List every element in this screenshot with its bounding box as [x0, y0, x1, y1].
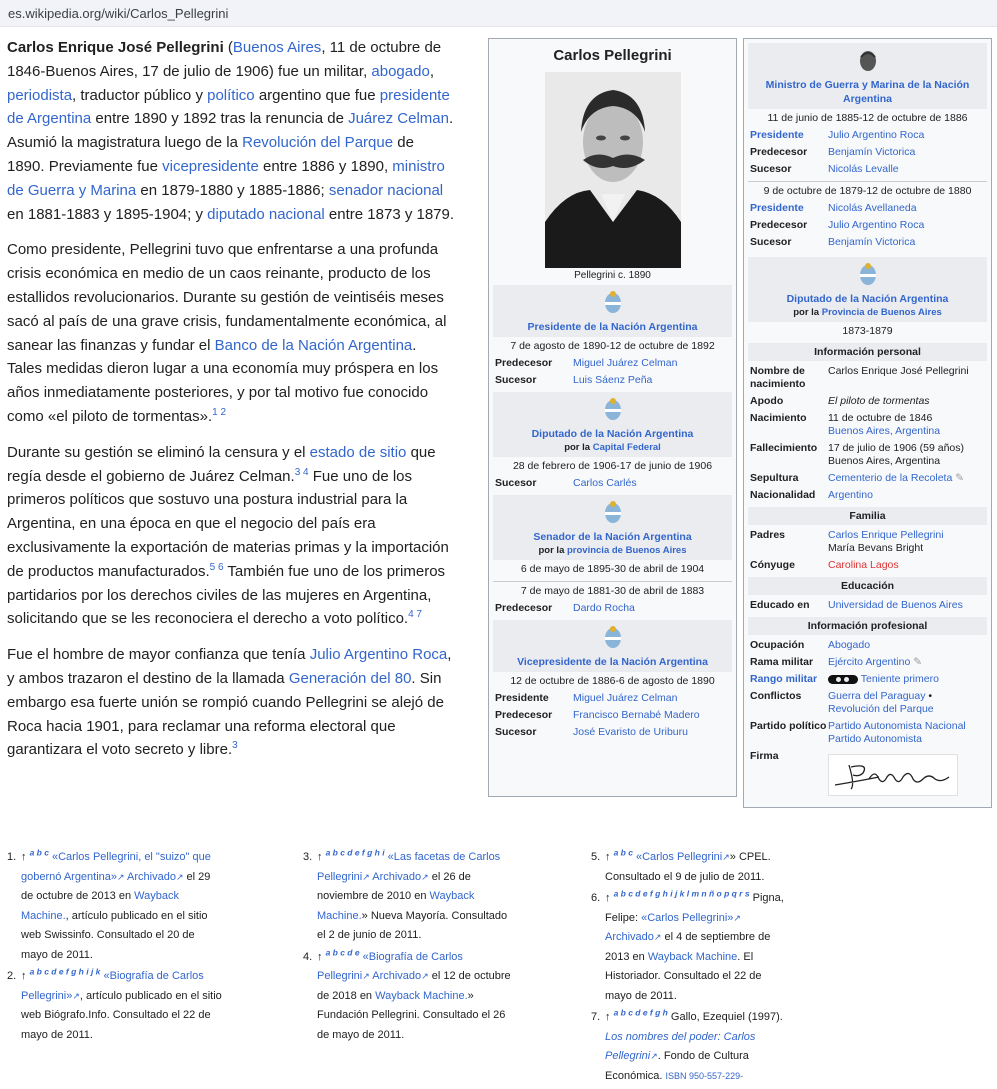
infobox-row [744, 144, 991, 161]
link-senador[interactable]: senador nacional [328, 181, 444, 199]
backlinks[interactable]: a b c [29, 847, 49, 858]
ref-link[interactable]: «Carlos Pellegrini» [641, 911, 734, 924]
backlinks[interactable]: a b c d e f g h i j k l m n ñ o p q r s [613, 888, 750, 899]
row-key: Predecesor [495, 602, 553, 614]
row-firma: Firma [744, 748, 991, 802]
external-link-icon: ↗ [653, 932, 662, 942]
row-value-link[interactable]: Julio Argentino Roca [828, 219, 925, 231]
office-dates: 12 de octubre de 1886-6 de agosto de 1890 [510, 675, 715, 687]
link-buenos-aires[interactable]: Buenos Aires [232, 39, 322, 56]
address-bar[interactable] [0, 0, 997, 27]
link-provincia[interactable]: Provincia de Buenos Aires [821, 307, 942, 318]
ref-link[interactable]: «Biografía de Carlos Pellegrini [317, 950, 463, 982]
office-title[interactable]: Senador de la Nación Argentina [533, 531, 692, 543]
office-block [493, 285, 732, 337]
coat-of-arms-icon [603, 396, 623, 422]
office-dates: 7 de agosto de 1890-12 de octubre de 1892 [510, 340, 715, 352]
portrait-image[interactable] [545, 72, 681, 268]
term1-rows [744, 127, 991, 178]
reference-item: 4. ↑ $^{a b c d e}$ «Biografía de Carlos Pellegrini↗ Archivado↗ el 12 de octubre de 2018 en Wayback Machine.» Fundación Pellegrini. Consultado el 26 de mayo de 2011. [303, 946, 511, 1041]
link-guerra-paraguay[interactable]: Guerra del Paraguay [828, 690, 926, 702]
infobox-row [744, 127, 991, 144]
external-link-icon: ↗ [650, 1051, 658, 1061]
office-diputado [748, 257, 987, 322]
infobox-secondary [743, 38, 992, 808]
row-value-link[interactable]: José Evaristo de Uriburu [573, 726, 688, 738]
references-col-2 [303, 848, 518, 1047]
row-conyuge: Cónyuge Carolina Lagos [744, 557, 991, 574]
ref-link[interactable]: «Biografía de Carlos Pellegrini» [21, 970, 204, 1002]
edit-pencil-icon[interactable]: ✎ [955, 472, 965, 484]
link-universidad[interactable]: Universidad de Buenos Aires [828, 599, 963, 611]
row-key[interactable]: Predecesor [750, 146, 808, 158]
row-apodo: Apodo El piloto de tormentas [750, 395, 930, 407]
row-value-link[interactable]: Julio Argentino Roca [828, 129, 925, 141]
coat-of-arms-icon [858, 261, 878, 287]
row-value-link[interactable]: Luis Sáenz Peña [573, 374, 653, 386]
link-conyuge[interactable]: Carolina Lagos [828, 559, 899, 571]
link-abogado[interactable]: abogado [371, 62, 430, 80]
row-value-link[interactable]: Benjamín Victorica [828, 236, 916, 248]
link-cementerio[interactable]: Cementerio de la Recoleta [828, 472, 953, 484]
row-key: Sucesor [495, 374, 537, 386]
infobox-title: Carlos Pellegrini [553, 47, 672, 64]
external-link-icon: ↗ [733, 912, 741, 923]
office-subtitle-link[interactable]: provincia de Buenos Aires [567, 545, 687, 556]
infobox-row [744, 200, 991, 217]
row-key[interactable]: Sucesor [750, 163, 792, 175]
row-value-link[interactable]: Francisco Bernabé Madero [573, 709, 700, 721]
ref-marks[interactable]: 5 6 [209, 561, 224, 573]
link-abogado[interactable]: Abogado [828, 639, 871, 651]
row-key: Presidente [495, 692, 549, 704]
row-value-link[interactable]: Dardo Rocha [573, 602, 635, 614]
link-ejercito[interactable]: Ejército Argentino [828, 656, 911, 668]
reference-item: 7. ↑ $^{a b c d e f g h}$ Gallo, Ezequiel (1997). Los nombres del poder: Carlos Pellegrini↗. Fondo de Cultura Económica. ISBN 950-557-229- [591, 1007, 783, 1082]
edit-pencil-icon[interactable]: ✎ [913, 656, 923, 668]
external-link-icon: ↗ [421, 971, 429, 981]
row-key[interactable]: Predecesor [750, 219, 808, 231]
row-value-link[interactable]: Benjamín Victorica [828, 146, 916, 158]
reference-item: 2. ↑ $^{a b c d e f g h i j k}$ «Biografía de Carlos Pellegrini»↗, artículo publicado en el sitio web Biógrafo.Info. Consultado el 22 de mayo de 2011. [7, 966, 222, 1041]
signature-image[interactable] [828, 754, 958, 796]
row-ocupacion: Ocupación Abogado [744, 637, 991, 654]
archive-link[interactable]: Archivado [372, 970, 422, 982]
archive-link[interactable]: Archivado [372, 870, 422, 883]
wayback-link[interactable]: Wayback Machine. [317, 890, 475, 922]
infobox-main [488, 38, 737, 797]
link-birthplace[interactable]: Buenos Aires, Argentina [828, 425, 941, 437]
external-link-icon: ↗ [362, 871, 370, 882]
link-roca[interactable]: Julio Argentino Roca [309, 646, 448, 664]
isbn-link[interactable]: ISBN 950-557-229- [665, 1070, 744, 1081]
external-link-icon: ↗ [175, 871, 184, 882]
row-padres: Padres Carlos Enrique Pellegrini María Bevans Bright [744, 527, 991, 557]
row-key[interactable]: Presidente [750, 202, 804, 214]
row-key: Sucesor [495, 477, 537, 489]
ref-link[interactable]: «Las facetas de Carlos Pellegrini [317, 851, 501, 883]
wayback-link[interactable]: Wayback Machine. [375, 989, 468, 1002]
link-vicepresidente[interactable]: vicepresidente [162, 157, 259, 175]
backlinks[interactable]: a b c d e f g h i j k [29, 966, 101, 977]
link-teniente[interactable]: Teniente primero [860, 673, 939, 685]
external-link-icon: ↗ [117, 871, 125, 882]
link-revolucion-parque[interactable]: Revolución del Parque [242, 134, 394, 152]
reference-item: 6. ↑ $^{a b c d e f g h i j k l m n ñ o p q r s}$ Pigna, Felipe: «Carlos Pellegrini»↗ Archivado↗ el 4 de septiembre de 2013 en Wayback Machine. El Historiador. Consultado el 22 de mayo de 2011. [591, 888, 784, 1002]
url-text: es.wikipedia.org/wiki/Carlos_Pellegrini [8, 6, 229, 21]
row-rama: Rama militar Ejército Argentino ✎ [750, 656, 923, 668]
coat-of-arms-icon [603, 624, 623, 650]
office-title[interactable]: Presidente de la Nación Argentina [527, 321, 698, 333]
paragraph-gestion: Durante su gestión se eliminó la censura y el estado de sitio que regía desde el gobierno de Juárez Celman.$^{3 4}$ Fue uno de los primeros políticos que sostuvo una postura industrial para la Argentina, en una época en que el negocio del país era exclusivamente la exportación de materias primas y la importación de productos manufacturados.$^{5 6}$ También fue uno de los primeros partidarios por los derechos civiles de las mujeres en Argentina, solicitando que se les reconociera el derecho a voto político.$^{4 7}$ [7, 443, 449, 628]
row-key: Predecesor [495, 357, 553, 369]
rank-insignia-icon [828, 675, 858, 684]
office-dates: 6 de mayo de 1895-30 de abril de 1904 [520, 563, 705, 575]
reference-item: 3. ↑ $^{a b c d e f g h i}$ «Las facetas de Carlos Pellegrini↗ Archivado↗ el 26 de noviembre de 2010 en Wayback Machine.» Nueva Mayoría. Consultado el 2 de junio de 2011. [303, 847, 508, 941]
row-value-link[interactable]: Miguel Juárez Celman [573, 692, 678, 704]
row-key: Predecesor [495, 709, 553, 721]
row-value-link[interactable]: Carlos Carlés [573, 477, 637, 489]
link-argentino[interactable]: Argentino [828, 489, 873, 501]
ref-link[interactable]: Los nombres del poder: Carlos Pellegrini [605, 1030, 756, 1062]
external-link-icon: ↗ [362, 971, 370, 981]
infobox-row [744, 161, 991, 178]
row-key[interactable]: Presidente [750, 129, 804, 141]
office-title[interactable]: Diputado de la Nación Argentina [531, 428, 694, 440]
infobox-row [489, 690, 736, 707]
offices-list [489, 285, 736, 741]
office-title[interactable]: Ministro de Guerra y Marina de la Nación Argentina [765, 79, 970, 105]
ref-marks[interactable]: 3 [232, 740, 238, 752]
reference-item: 1. ↑ $^{a b c}$ «Carlos Pellegrini, el "suizo" que gobernó Argentina»↗ Archivado↗ el 29 de octubre de 2013 en Wayback Machine., artículo publicado en el sitio web Swissinfo. Consultado el 20 de mayo de 2011. [7, 847, 211, 961]
link-juarez-celman[interactable]: Juárez Celman [348, 110, 449, 128]
row-rango [744, 671, 991, 688]
link-pan[interactable]: Partido Autonomista Nacional [828, 720, 966, 732]
backlinks[interactable]: a b c [613, 847, 633, 858]
external-link-icon: ↗ [421, 871, 429, 882]
infobox-row [489, 600, 736, 617]
link-generacion-80[interactable]: Generación del 80 [288, 669, 412, 687]
office-subtitle: por la provincia de Buenos Aires [538, 545, 687, 556]
row-nacimiento: Nacimiento 11 de octubre de 1846 Buenos Aires, Argentina [744, 410, 991, 440]
link-rango[interactable]: Rango militar [750, 673, 818, 685]
external-link-icon: ↗ [72, 990, 80, 1001]
office-dates: 1873-1879 [842, 325, 893, 337]
paragraph-presidency: Como presidente, Pellegrini tuvo que enfrentarse a una profunda crisis económica en medio de un caos reinante, producto de los estallidos revolucionarios. Durante su gestión de veintiséis meses sacó al país de una grave crisis, fundamentalmente económica, al sanear las finanzas y fundar el Banco de la Nación Argentina. Tales medidas dieron lugar a una economía muy próspera en los años inmediatamente posteriores, y por tal motivo fue conocido como «el piloto de tormentas».$^{1 2}$ [7, 241, 447, 425]
ref-marks[interactable]: 1 2 [212, 406, 227, 418]
ref-marks[interactable]: 3 4 [294, 466, 309, 478]
section-header-personal: Información personal [748, 343, 987, 361]
office-block [493, 495, 732, 560]
backlinks[interactable]: a b c d e [325, 946, 360, 957]
office-subtitle-link[interactable]: Capital Federal [592, 442, 661, 453]
row-sepultura: Sepultura Cementerio de la Recoleta ✎ [750, 472, 965, 484]
link-pa[interactable]: Partido Autonomista [828, 733, 922, 745]
references-col-3 [591, 848, 791, 1088]
link-ministro-guerra[interactable]: ministro de Guerra y Marina [7, 157, 445, 199]
paragraph-roca: Fue el hombre de mayor confianza que tenía Julio Argentino Roca, y ambos trazaron el destino de la llamada Generación del 80. Sin embargo esa fuerte unión se rompió cuando Pellegrini se alejó de Roca hacia 1901, para reclamar una reforma electoral que garantizara el voto secreto y libre.$^3$ [7, 646, 452, 759]
link-revolucion-parque[interactable]: Revolución del Parque [828, 703, 934, 715]
infobox-row [489, 372, 736, 389]
row-fallecimiento: Fallecimiento 17 de julio de 1906 (59 años) Buenos Aires, Argentina [750, 442, 965, 467]
link-diputado[interactable]: diputado nacional [207, 205, 325, 223]
external-link-icon: ↗ [722, 852, 730, 862]
section-header-educacion: Educación [748, 577, 987, 595]
infobox-row [489, 724, 736, 741]
office-dates: 28 de febrero de 1906-17 de junio de 1906 [512, 460, 713, 472]
infobox-row [744, 217, 991, 234]
link-presidente[interactable]: presidente de Argentina [7, 86, 450, 128]
office-block [493, 392, 732, 457]
ref-link[interactable]: «Carlos Pellegrini [636, 851, 723, 863]
wayback-link[interactable]: Wayback Machine [647, 950, 738, 963]
references-col-1 [7, 848, 222, 1047]
infobox-row [489, 475, 736, 492]
backlinks[interactable]: a b c d e f g h i [325, 847, 385, 858]
office-title[interactable]: Diputado de la Nación Argentina [786, 293, 949, 305]
row-conflictos: Conflictos Guerra del Paraguay • Revolución del Parque [744, 688, 991, 718]
row-educado: Educado en Universidad de Buenos Aires [744, 597, 991, 614]
office-ministro [748, 43, 987, 109]
paragraph-intro: Carlos Enrique José Pellegrini (Buenos Aires, 11 de octubre de 1846-Buenos Aires, 17 de julio de 1906) fue un militar, abogado, periodista, traductor público y político argentino que fue presidente de Argentina entre 1890 y 1892 tras la renuncia de Juárez Celman. Asumió la magistratura luego de la Revolución del Parque de 1890. Previamente fue vicepresidente entre 1886 y 1890, ministro de Guerra y Marina en 1879-1880 y 1885-1886; senador nacional en 1881-1883 y 1895-1904; y diputado nacional entre 1873 y 1879. [7, 39, 455, 223]
link-padre[interactable]: Carlos Enrique Pellegrini [828, 529, 944, 541]
ref-link[interactable]: «Carlos Pellegrini, el "suizo" que gobernó Argentina» [21, 851, 211, 883]
infobox-row [489, 355, 736, 372]
office-block [493, 620, 732, 672]
infobox-row [744, 234, 991, 251]
archive-link[interactable]: Archivado [605, 931, 654, 943]
office-dates: 9 de octubre de 1879-12 de octubre de 1880 [763, 185, 972, 197]
portrait-drawing [545, 72, 681, 268]
article-body [7, 36, 455, 774]
row-nombre: Nombre de nacimiento Carlos Enrique José Pellegrini [750, 365, 969, 390]
row-partido: Partido político Partido Autonomista Nacional Partido Autonomista [744, 718, 991, 748]
link-politico[interactable]: político [207, 86, 255, 104]
row-value-link[interactable]: Nicolás Levalle [828, 163, 899, 175]
reference-item: 5. ↑ $^{a b c}$ «Carlos Pellegrini↗» CPEL. Consultado el 9 de julio de 2011. [591, 847, 771, 883]
wayback-link[interactable]: Wayback Machine. [21, 890, 179, 922]
row-key: Sucesor [495, 726, 537, 738]
portrait-caption: Pellegrini c. 1890 [574, 270, 651, 281]
coat-of-arms-icon [603, 289, 623, 315]
coat-of-arms-icon [858, 47, 878, 73]
section-header-profesional: Información profesional [748, 617, 987, 635]
row-value-link[interactable]: Nicolás Avellaneda [828, 202, 917, 214]
row-nacionalidad: Nacionalidad Argentino [744, 487, 991, 504]
office-subtitle: por la Provincia de Buenos Aires [793, 307, 942, 318]
term2-rows [744, 200, 991, 251]
office-dates: 11 de junio de 1885-12 de octubre de 1886 [767, 112, 968, 124]
office-subtitle: por la Capital Federal [564, 442, 661, 453]
link-banco-nacion[interactable]: Banco de la Nación Argentina [214, 336, 413, 354]
office-dates: 7 de mayo de 1881-30 de abril de 1883 [520, 585, 705, 597]
link-periodista[interactable]: periodista [7, 86, 73, 104]
link-estado-sitio[interactable]: estado de sitio [309, 443, 407, 461]
coat-of-arms-icon [603, 499, 623, 525]
ref-marks[interactable]: 4 7 [408, 609, 422, 621]
archive-link[interactable]: Archivado [127, 870, 176, 883]
row-value-link[interactable]: Miguel Juárez Celman [573, 357, 678, 369]
infobox-row [489, 707, 736, 724]
section-header-familia: Familia [748, 507, 987, 525]
office-title[interactable]: Vicepresidente de la Nación Argentina [517, 656, 708, 668]
backlinks[interactable]: a b c d e f g h [613, 1007, 668, 1018]
row-key[interactable]: Sucesor [750, 236, 792, 248]
